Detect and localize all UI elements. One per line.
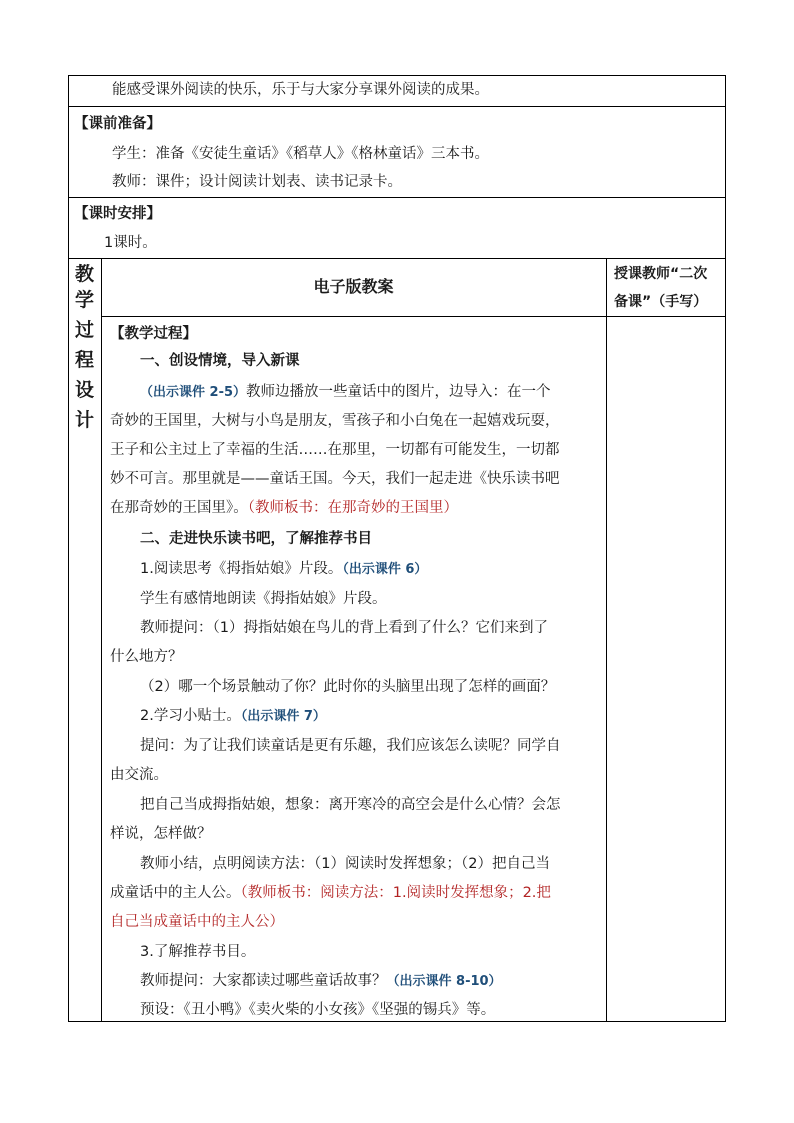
prep-teacher: 教师：课件；设计阅读计划表、读书记录卡。: [112, 174, 402, 190]
side-label-char: 设: [74, 379, 94, 401]
section-2-line-7: 提问：为了让我们读童话是更有乐趣，我们应该怎么读呢？同学自: [140, 738, 561, 754]
column-header-electronic-plan: 电子版教案: [313, 277, 394, 296]
section-2-line-2: 学生有感情地朗读《拇指姑娘》片段。: [140, 591, 387, 607]
courseware-cue: （出示课件 6）: [342, 562, 428, 577]
section-2-title: 二、走进快乐读书吧，了解推荐书目: [140, 531, 372, 547]
table-border: [68, 1021, 726, 1022]
prep-student: 学生：准备《安徒生童话》《稻草人》《格林童话》三本书。: [112, 146, 489, 162]
section-2-line-10: 样说，怎样做？: [110, 826, 212, 842]
section-2-line-13: 自己当成童话中的主人公）: [110, 914, 284, 930]
prep-heading: 【课前准备】: [74, 116, 161, 132]
section-2-line-5: （2）哪一个场景触动了你？此时你的头脑里出现了怎样的画面？: [140, 679, 556, 695]
section-1-line-2: 奇妙的王国里，大树与小鸟是朋友，雪孩子和小白兔在一起嬉戏玩耍，: [110, 413, 560, 429]
section-2-text: 1.阅读思考《拇指姑娘》片段。: [140, 561, 343, 577]
table-border: [606, 258, 607, 1022]
courseware-cue: （出示课件 2-5）: [140, 385, 247, 400]
courseware-cue: （出示课件 8-10）: [386, 974, 502, 989]
section-1-line-3: 王子和公主过上了幸福的生活……在那里，一切都有可能发生，一切都: [110, 442, 560, 458]
section-2-line-4: 什么地方？: [110, 649, 183, 665]
section-1-title: 一、创设情境，导入新课: [140, 353, 300, 369]
section-2-line-8: 由交流。: [110, 767, 168, 783]
section-2-line-12: [110, 883, 551, 903]
schedule-heading: 【课时安排】: [74, 206, 161, 222]
process-heading: 【教学过程】: [110, 326, 197, 342]
table-border: [68, 75, 69, 1022]
side-label-char: 教: [74, 263, 94, 285]
section-1-line-4: 妙不可言。那里就是——童话王国。今天，我们一起走进《快乐读书吧: [110, 471, 560, 487]
section-2-line-1: [140, 559, 427, 580]
table-border: [68, 258, 726, 259]
section-2-line-14: 3.了解推荐书目。: [140, 944, 256, 960]
section-2-line-6: [140, 706, 326, 727]
courseware-cue: （出示课件 7）: [240, 709, 326, 724]
section-2-line-16: 预设：《丑小鸭》《卖火柴的小女孩》《坚强的锡兵》等。: [140, 1002, 496, 1018]
table-border: [68, 197, 726, 198]
section-2-line-11: 教师小结，点明阅读方法：（1）阅读时发挥想象；（2）把自己当: [140, 856, 550, 872]
side-label-char: 程: [74, 349, 94, 371]
section-1-text: 在那奇妙的王国里》。: [110, 500, 248, 516]
table-border: [101, 316, 726, 317]
section-2-line-15: [140, 971, 502, 992]
column-header-teacher-notes-line1: 授课教师“二次: [614, 266, 708, 282]
section-1-text: 教师边播放一些童话中的图片，边导入：在一个: [246, 384, 551, 400]
side-label-char: 过: [74, 319, 94, 341]
side-label-char-last: 计: [74, 409, 94, 431]
section-2-line-9: 把自己当成拇指姑娘，想象：离开寒冷的高空会是什么心情？会怎: [140, 797, 561, 813]
side-label-char: 学: [74, 289, 94, 311]
section-2-text: 2.学习小贴士。: [140, 708, 241, 724]
board-note: （教师板书：在那奇妙的王国里）: [247, 500, 458, 516]
goal-text: 能感受课外阅读的快乐，乐于与大家分享课外阅读的成果。: [112, 82, 489, 98]
board-note: （教师板书：阅读方法：1.阅读时发挥想象；2.把: [240, 885, 551, 901]
table-border: [68, 106, 726, 107]
table-border: [68, 75, 726, 76]
section-2-text: 成童话中的主人公。: [110, 885, 241, 901]
table-border: [101, 258, 102, 1022]
section-1-line-1: [140, 382, 551, 403]
section-2-line-3: 教师提问：（1）拇指姑娘在鸟儿的背上看到了什么？它们来到了: [140, 620, 548, 636]
table-border: [725, 75, 726, 1022]
section-1-line-5: [110, 498, 458, 518]
column-header-teacher-notes-line2: 备课”（手写）: [614, 294, 708, 310]
schedule-value: 1课时。: [104, 235, 157, 251]
section-2-text: 教师提问：大家都读过哪些童话故事？: [140, 973, 387, 989]
